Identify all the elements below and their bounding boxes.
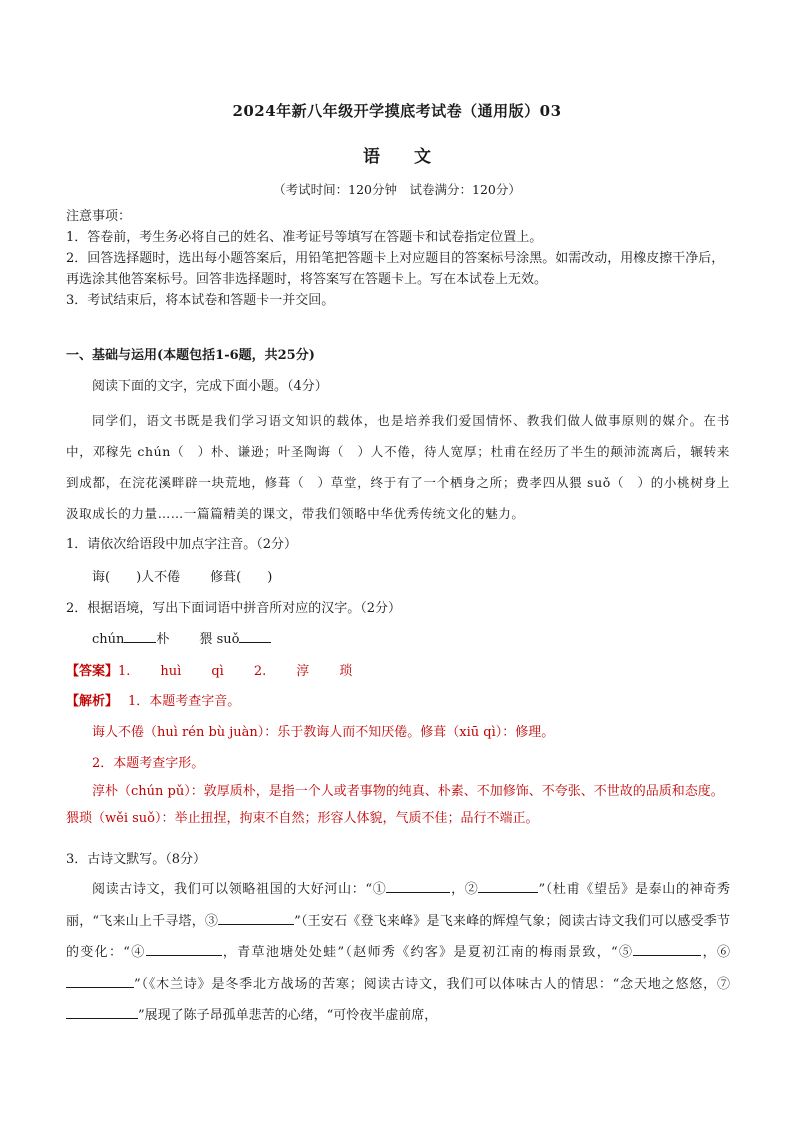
question-3-body (66, 874, 730, 1032)
question-1-stem: 1．请依次给语段中加点字注音。（2分） (66, 537, 298, 552)
answer-blank (633, 942, 701, 956)
answer-blank (66, 974, 134, 988)
answer-value: 淳 (296, 664, 310, 679)
analysis-line-2: 2．本题考查字形。 (92, 756, 205, 771)
answer-blank (218, 911, 294, 925)
q3-text: ”展现了陈子昂孤单悲苦的心绪，“可怜夜半虚前席， (138, 1008, 438, 1023)
answer-label: 【答案】 (66, 664, 119, 679)
answer-value: 琐 (339, 664, 353, 679)
q3-text: ”（王安石《登飞来峰》是飞来峰的辉煌气象；阅读古诗文我们可以感受季节的变化：“④ (66, 913, 730, 960)
q2-pinyin-a: chún (92, 632, 125, 647)
note-item: 3．考试结束后，将本试卷和答题卡一并交回。 (66, 293, 335, 308)
q2-char-b: 猥 (199, 632, 213, 647)
reading-instruction: 阅读下面的文字，完成下面小题。（4分） (92, 379, 328, 394)
answer-blank (146, 942, 222, 956)
q3-text: ，② (450, 882, 479, 897)
notes-heading: 注意事项： (66, 209, 132, 224)
answer-blank (386, 879, 450, 893)
q3-text: ”（杜甫《望岳》是泰山的神奇秀丽，“飞来山上千寻塔，③ (66, 882, 730, 929)
q3-text: 阅读古诗文，我们可以领略祖国的大好河山：“① (92, 882, 387, 897)
analysis-detail-2: 淳朴（chún pǔ）：敦厚质朴，是指一个人或者事物的纯真、朴素、不加修饰、不夸张、不世故的品质和态度。猥琐（wěi suǒ）：举止扭捏，拘束不自然；形容人体貌，气质不佳；品行不端正。 (66, 784, 724, 826)
analysis-line-1: 1．本题考查字音。 (128, 694, 241, 709)
answer-blank (239, 629, 271, 643)
note-item: 1．答卷前，考生务必将自己的姓名、准考证号等填写在答题卡和试卷指定位置上。 (66, 230, 543, 245)
q3-text: ”（《木兰诗》是冬季北方战场的苦寒；阅读古诗文，我们可以体味古人的情思：“念天地之悠悠，⑦ (134, 976, 730, 992)
q2-char-a: 朴 (156, 632, 170, 647)
q3-text: ，⑥ (701, 945, 730, 960)
answer-blank (478, 879, 538, 893)
question-1-items (92, 566, 756, 585)
answer-part-2: 2. (253, 664, 267, 679)
question-2-items (92, 628, 756, 647)
question-2-stem: 2．根据语境，写出下面词语中拼音所对应的汉字。（2分） (66, 601, 402, 616)
answer-line (66, 660, 730, 679)
notes-block (66, 206, 730, 311)
analysis-detail-1: 诲人不倦（huì rén bù juàn）：乐于教诲人而不知厌倦。修葺（xiū qì）：修理。 (92, 725, 555, 740)
answer-part-1: 1. (118, 664, 131, 679)
exam-info: （考试时间：120分钟 试卷满分：120分） (273, 182, 521, 197)
note-item: 2．回答选择题时，选出每小题答案后，用铅笔把答题卡上对应题目的答案标号涂黑。如需改动，用橡皮擦干净后，再选涂其他答案标号。回答非选择题时，将答案写在答题卡上。写在本试卷上无效。 (66, 251, 725, 287)
q1-item-b: 修葺( ) (210, 570, 273, 585)
q2-pinyin-b: suǒ (216, 632, 240, 647)
question-3-stem: 3．古诗文默写。（8分） (66, 852, 207, 867)
q1-item-a: 诲( )人不倦 (92, 570, 181, 585)
subject-title: 语 文 (363, 147, 431, 167)
section-heading: 一、基础与运用(本题包括1-6题，共25分) (66, 348, 315, 363)
answer-value: qì (211, 664, 224, 679)
answer-blank (124, 629, 156, 643)
answer-blank (66, 1005, 138, 1019)
answer-value: huì (160, 664, 182, 679)
exam-title: 2024年新八年级开学摸底考试卷（通用版）03 (232, 102, 562, 120)
reading-passage: 同学们，语文书既是我们学习语文知识的载体，也是培养我们爱国情怀、教我们做人做事原则的媒介。在书中，邓稼先 chún（ ）朴、谦逊；叶圣陶诲（ ）人不倦，待人宽厚；杜甫在经历了半生的颠沛流离后，辗转来到成都，在浣花溪畔辟一块荒地，修葺（ ）草堂，终于有了一个栖身之所；费孝四从猥 suǒ（ ）的小桃树身上汲取成长的力量……一篇篇精美的课文，带我们领略中华优秀传统文化的魅力。 (66, 413, 730, 521)
q3-text: ，青草池塘处处蛙”（赵师秀《约客》是夏初江南的梅雨景致，“⑤ (221, 945, 634, 960)
analysis-label: 【解析】 (66, 694, 119, 709)
